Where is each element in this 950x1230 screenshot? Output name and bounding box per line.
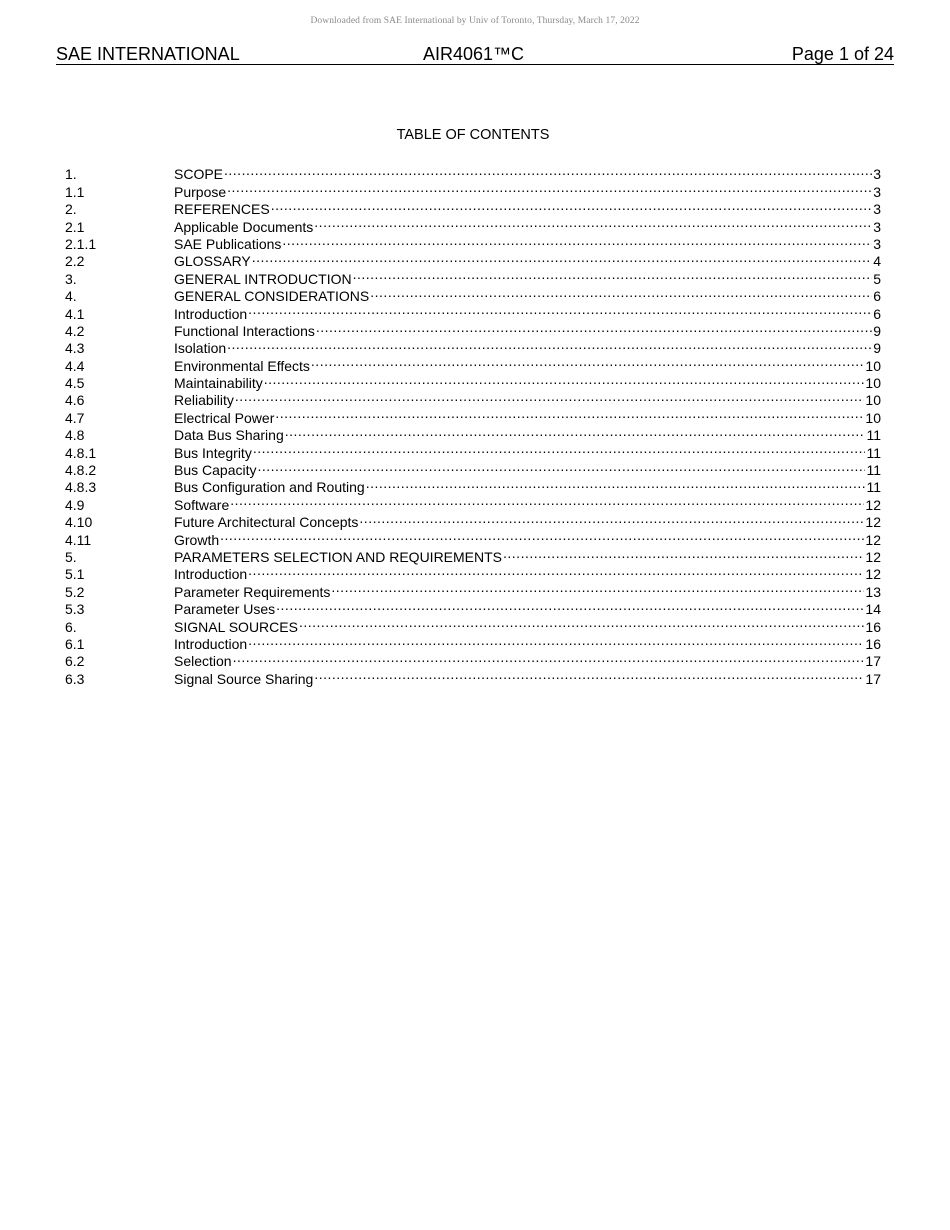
toc-section-number: 4.10 bbox=[65, 514, 93, 531]
toc-page-number: 3 bbox=[873, 218, 881, 235]
toc-section-number: 4.4 bbox=[65, 357, 85, 374]
toc-page-number: 17 bbox=[865, 653, 881, 670]
toc-section-title: Purpose bbox=[174, 183, 227, 200]
toc-page-number: 3 bbox=[873, 183, 881, 200]
toc-dot-leader bbox=[257, 458, 865, 475]
toc-section-number: 5. bbox=[65, 548, 77, 565]
toc-dot-leader bbox=[271, 197, 873, 214]
toc-section-number: 4.2 bbox=[65, 322, 85, 339]
toc-section-title: SCOPE bbox=[174, 166, 224, 183]
toc-page-number: 11 bbox=[866, 479, 881, 496]
toc-section-title: Introduction bbox=[174, 635, 248, 652]
toc-section-title: Electrical Power bbox=[174, 409, 275, 426]
toc-section-title: Maintainability bbox=[174, 375, 263, 392]
toc-section-number: 4.8 bbox=[65, 427, 85, 444]
toc-page-number: 10 bbox=[865, 392, 881, 409]
toc-dot-leader bbox=[299, 614, 864, 631]
toc-dot-leader bbox=[359, 510, 864, 527]
toc-page-number: 12 bbox=[865, 531, 881, 548]
toc-page-number: 10 bbox=[865, 409, 881, 426]
toc-page-number: 3 bbox=[873, 201, 881, 218]
toc-section-title: Selection bbox=[174, 653, 232, 670]
toc-dot-leader bbox=[220, 527, 864, 544]
toc-section-title: Applicable Documents bbox=[174, 218, 314, 235]
toc-page-number: 9 bbox=[873, 322, 881, 339]
toc-heading: TABLE OF CONTENTS bbox=[396, 127, 550, 143]
toc-page-number: 6 bbox=[873, 305, 881, 322]
download-watermark: Downloaded from SAE International by Univ of Toronto, Thursday, March 17, 2022 bbox=[310, 16, 640, 26]
toc-dot-leader bbox=[227, 336, 872, 353]
table-of-contents bbox=[65, 162, 881, 687]
toc-section-number: 4.1 bbox=[65, 305, 85, 322]
toc-section-title: Bus Configuration and Routing bbox=[174, 479, 365, 496]
toc-page-number: 12 bbox=[865, 548, 881, 565]
toc-page-number: 12 bbox=[865, 514, 881, 531]
toc-section-title: Environmental Effects bbox=[174, 357, 310, 374]
toc-page-number: 13 bbox=[865, 583, 881, 600]
toc-section-title: SIGNAL SOURCES bbox=[174, 618, 298, 635]
toc-dot-leader bbox=[235, 388, 865, 405]
toc-section-title: GENERAL CONSIDERATIONS bbox=[174, 288, 370, 305]
toc-dot-leader bbox=[248, 632, 864, 649]
toc-section-number: 6.1 bbox=[65, 635, 85, 652]
toc-page-number: 16 bbox=[865, 635, 881, 652]
toc-section-number: 2.1 bbox=[65, 218, 85, 235]
toc-section-number: 5.2 bbox=[65, 583, 85, 600]
toc-section-title: Reliability bbox=[174, 392, 234, 409]
toc-section-number: 1.1 bbox=[65, 183, 85, 200]
toc-section-number: 2.1.1 bbox=[65, 235, 97, 252]
toc-dot-leader bbox=[275, 405, 864, 422]
toc-section-title: Bus Capacity bbox=[174, 462, 257, 479]
toc-page-number: 16 bbox=[865, 618, 881, 635]
toc-page-number: 3 bbox=[873, 166, 881, 183]
toc-page-number: 12 bbox=[865, 566, 881, 583]
toc-dot-leader bbox=[224, 162, 872, 179]
toc-page-number: 6 bbox=[873, 288, 881, 305]
toc-dot-leader bbox=[370, 284, 872, 301]
toc-page-number: 10 bbox=[865, 375, 881, 392]
toc-section-title: Functional Interactions bbox=[174, 322, 315, 339]
toc-section-number: 1. bbox=[65, 166, 77, 183]
toc-dot-leader bbox=[276, 597, 864, 614]
toc-dot-leader bbox=[285, 423, 866, 440]
toc-section-title: Signal Source Sharing bbox=[174, 670, 314, 687]
toc-section-number: 4.3 bbox=[65, 340, 85, 357]
toc-section-number: 4.5 bbox=[65, 375, 85, 392]
toc-section-title: GLOSSARY bbox=[174, 253, 251, 270]
toc-page-number: 11 bbox=[866, 427, 881, 444]
toc-section-title: Parameter Requirements bbox=[174, 583, 331, 600]
toc-section-title: GENERAL INTRODUCTION bbox=[174, 270, 352, 287]
toc-page-number: 5 bbox=[873, 270, 881, 287]
toc-page-number: 11 bbox=[866, 462, 881, 479]
toc-section-title: SAE Publications bbox=[174, 235, 282, 252]
toc-section-number: 5.1 bbox=[65, 566, 85, 583]
toc-section-number: 6. bbox=[65, 618, 77, 635]
toc-page-number: 14 bbox=[865, 601, 881, 618]
toc-section-title: REFERENCES bbox=[174, 201, 270, 218]
toc-section-title: Future Architectural Concepts bbox=[174, 514, 359, 531]
toc-page-number: 11 bbox=[866, 444, 881, 461]
toc-dot-leader bbox=[282, 232, 872, 249]
toc-section-number: 3. bbox=[65, 270, 77, 287]
toc-section-number: 4.8.3 bbox=[65, 479, 97, 496]
page-header bbox=[56, 44, 894, 65]
toc-page-number: 4 bbox=[873, 253, 881, 270]
toc-section-title: Introduction bbox=[174, 305, 248, 322]
toc-dot-leader bbox=[503, 545, 864, 562]
toc-dot-leader bbox=[227, 179, 872, 196]
toc-dot-leader bbox=[314, 666, 864, 683]
toc-section-title: PARAMETERS SELECTION AND REQUIREMENTS bbox=[174, 548, 503, 565]
toc-section-number: 4.11 bbox=[65, 531, 92, 548]
toc-section-number: 6.2 bbox=[65, 653, 85, 670]
toc-page-number: 3 bbox=[873, 235, 881, 252]
toc-section-title: Parameter Uses bbox=[174, 601, 276, 618]
toc-dot-leader bbox=[316, 319, 872, 336]
toc-section-number: 4.8.2 bbox=[65, 462, 97, 479]
toc-section-title: Introduction bbox=[174, 566, 248, 583]
toc-dot-leader bbox=[248, 562, 864, 579]
toc-section-number: 2.2 bbox=[65, 253, 85, 270]
toc-section-number: 4. bbox=[65, 288, 77, 305]
toc-dot-leader bbox=[253, 440, 866, 457]
toc-section-number: 4.6 bbox=[65, 392, 85, 409]
toc-page-number: 10 bbox=[865, 357, 881, 374]
document-number: AIR4061™C bbox=[423, 44, 525, 64]
page-number: Page 1 of 24 bbox=[791, 44, 894, 64]
toc-section-title: Isolation bbox=[174, 340, 227, 357]
toc-section-number: 4.8.1 bbox=[65, 444, 97, 461]
toc-page-number: 17 bbox=[865, 670, 881, 687]
toc-dot-leader bbox=[248, 301, 872, 318]
publisher-name: SAE INTERNATIONAL bbox=[56, 44, 240, 64]
toc-entry[interactable] bbox=[65, 162, 881, 183]
toc-section-number: 2. bbox=[65, 201, 77, 218]
toc-section-number: 6.3 bbox=[65, 670, 85, 687]
toc-page-number: 9 bbox=[873, 340, 881, 357]
toc-dot-leader bbox=[331, 579, 864, 596]
toc-section-title: Growth bbox=[174, 531, 220, 548]
toc-section-number: 4.7 bbox=[65, 409, 85, 426]
toc-page-number: 12 bbox=[865, 496, 881, 513]
toc-section-title: Data Bus Sharing bbox=[174, 427, 284, 444]
toc-dot-leader bbox=[264, 371, 865, 388]
toc-section-title: Bus Integrity bbox=[174, 444, 252, 461]
toc-section-number: 4.9 bbox=[65, 496, 85, 513]
toc-section-number: 5.3 bbox=[65, 601, 85, 618]
toc-dot-leader bbox=[233, 649, 865, 666]
toc-dot-leader bbox=[353, 266, 873, 283]
toc-dot-leader bbox=[311, 353, 865, 370]
toc-dot-leader bbox=[314, 214, 872, 231]
toc-dot-leader bbox=[366, 475, 866, 492]
toc-dot-leader bbox=[230, 492, 864, 509]
toc-section-title: Software bbox=[174, 496, 230, 513]
toc-dot-leader bbox=[252, 249, 872, 266]
